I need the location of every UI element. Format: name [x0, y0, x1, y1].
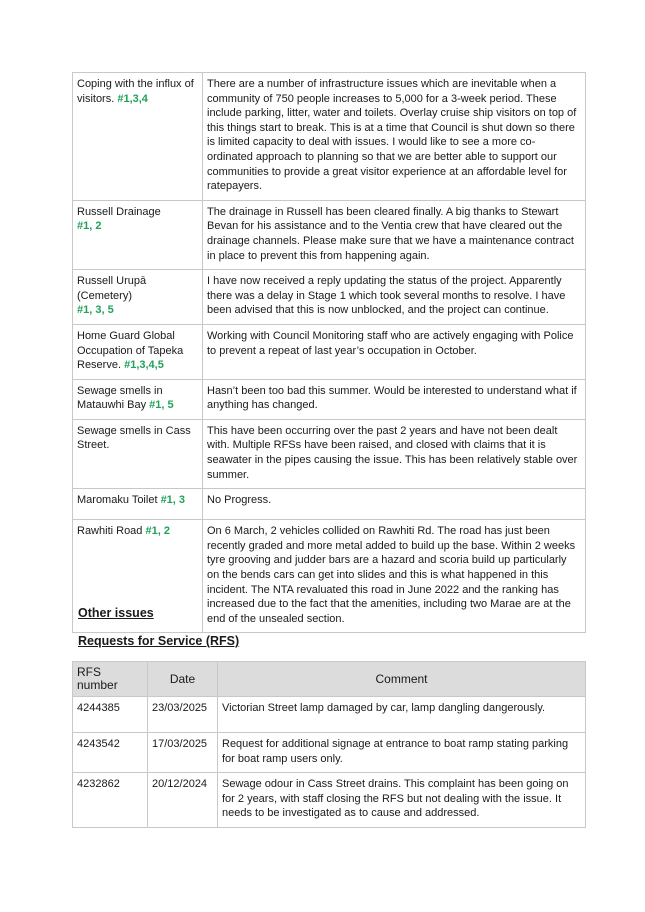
issue-row: [73, 379, 586, 419]
rfs-number: 4244385: [73, 697, 148, 733]
issue-tag: #1,3,4,5: [124, 359, 164, 372]
rfs-row: [73, 773, 586, 828]
issues-table: [72, 72, 586, 633]
issue-detail: I have now received a reply updating the status of the project. Apparently there was a delay in Stage 1 which took several months to resolve. I have been advised that this is now unblocked, and the project can continue.: [203, 270, 586, 325]
issue-row: [73, 200, 586, 269]
issue-topic: Coping with the influx of visitors. #1,3,4: [73, 73, 203, 201]
rfs-number: 4243542: [73, 733, 148, 773]
rfs-comment: Sewage odour in Cass Street drains. This complaint has been going on for 2 years, with staff closing the RFS but not dealing with the issue. It needs to be investigated as to cause and addressed.: [218, 773, 586, 828]
rfs-number: 4232862: [73, 773, 148, 828]
issue-topic: Maromaku Toilet #1, 3: [73, 489, 203, 520]
issue-row: [73, 419, 586, 488]
issue-topic: Russell Urupā (Cemetery) #1, 3, 5: [73, 270, 203, 325]
issue-detail: This have been occurring over the past 2 years and have not been dealt with. Multiple RFSs have been raised, and closed with claims that it is seawater in the pipes causing the issue. This has been relatively stable over summer.: [203, 419, 586, 488]
rfs-comment: Victorian Street lamp damaged by car, lamp dangling dangerously.: [218, 697, 586, 733]
issue-topic: Sewage smells in Cass Street.: [73, 419, 203, 488]
issue-row: [73, 324, 586, 379]
issue-detail: Working with Council Monitoring staff who are actively engaging with Police to prevent a repeat of last year’s occupation in October.: [203, 324, 586, 379]
issue-topic: Rawhiti Road #1, 2: [73, 520, 203, 633]
rfs-comment: Request for additional signage at entrance to boat ramp stating parking for boat ramp users only.: [218, 733, 586, 773]
rfs-header-row: [73, 662, 586, 697]
issue-tag: #1, 2: [77, 220, 102, 233]
issue-row: [73, 270, 586, 325]
rfs-row: [73, 733, 586, 773]
rfs-table: [72, 661, 586, 828]
issue-detail: There are a number of infrastructure issues which are inevitable when a community of 750 people increases to 5,000 for a 3-week period. These include parking, litter, water and toilets. Overlay cruise ship visitors on top of this things start to break. This is at a time that Council is shut down so there is limited capacity to deal with issues. I would like to see a more co-ordinated approach to planning so that we are better able to support our communities to provide a great visitor experience at an affordable level for ratepayers.: [203, 73, 586, 201]
issue-detail: No Progress.: [203, 489, 586, 520]
rfs-date: 17/03/2025: [148, 733, 218, 773]
rfs-heading: Requests for Service (RFS): [78, 634, 240, 648]
other-issues-heading: Other issues: [78, 606, 154, 620]
issue-detail: Hasn’t been too bad this summer. Would be interested to understand what if anything has changed.: [203, 379, 586, 419]
issue-detail: On 6 March, 2 vehicles collided on Rawhiti Rd. The road has just been recently graded and more metal added to build up the base. Within 2 weeks tyre grooving and judder bars are a hazard and scoria build up particularly on the bends cars can get into slides and this is what happened in this incident. The NTA revaluated this road in June 2022 and the ranking has increased due to the fact that the amenities, including two Marae are at the end of the unsealed section.: [203, 520, 586, 633]
rfs-date: 20/12/2024: [148, 773, 218, 828]
issue-tag: #1, 3, 5: [77, 304, 114, 317]
issue-tag: #1,3,4: [117, 92, 148, 105]
issue-tag: #1, 2: [145, 525, 170, 538]
rfs-date: 23/03/2025: [148, 697, 218, 733]
col-header-rfs-number: RFS number: [73, 662, 148, 697]
issue-topic: Sewage smells in Matauwhi Bay #1, 5: [73, 379, 203, 419]
issue-row: [73, 489, 586, 520]
issue-topic: Home Guard Global Occupation of Tapeka Reserve. #1,3,4,5: [73, 324, 203, 379]
issue-tag: #1, 3: [160, 494, 186, 507]
issue-row: [73, 73, 586, 201]
col-header-comment: Comment: [218, 662, 586, 697]
issue-detail: The drainage in Russell has been cleared finally. A big thanks to Stewart Bevan for his assistance and to the Ventia crew that have cleared out the drainage channels. Please make sure that we have a maintenance contract in place to prevent this from happening again.: [203, 200, 586, 269]
rfs-row: [73, 697, 586, 733]
issue-topic: Russell Drainage #1, 2: [73, 200, 203, 269]
col-header-date: Date: [148, 662, 218, 697]
issue-tag: #1, 5: [149, 399, 174, 412]
